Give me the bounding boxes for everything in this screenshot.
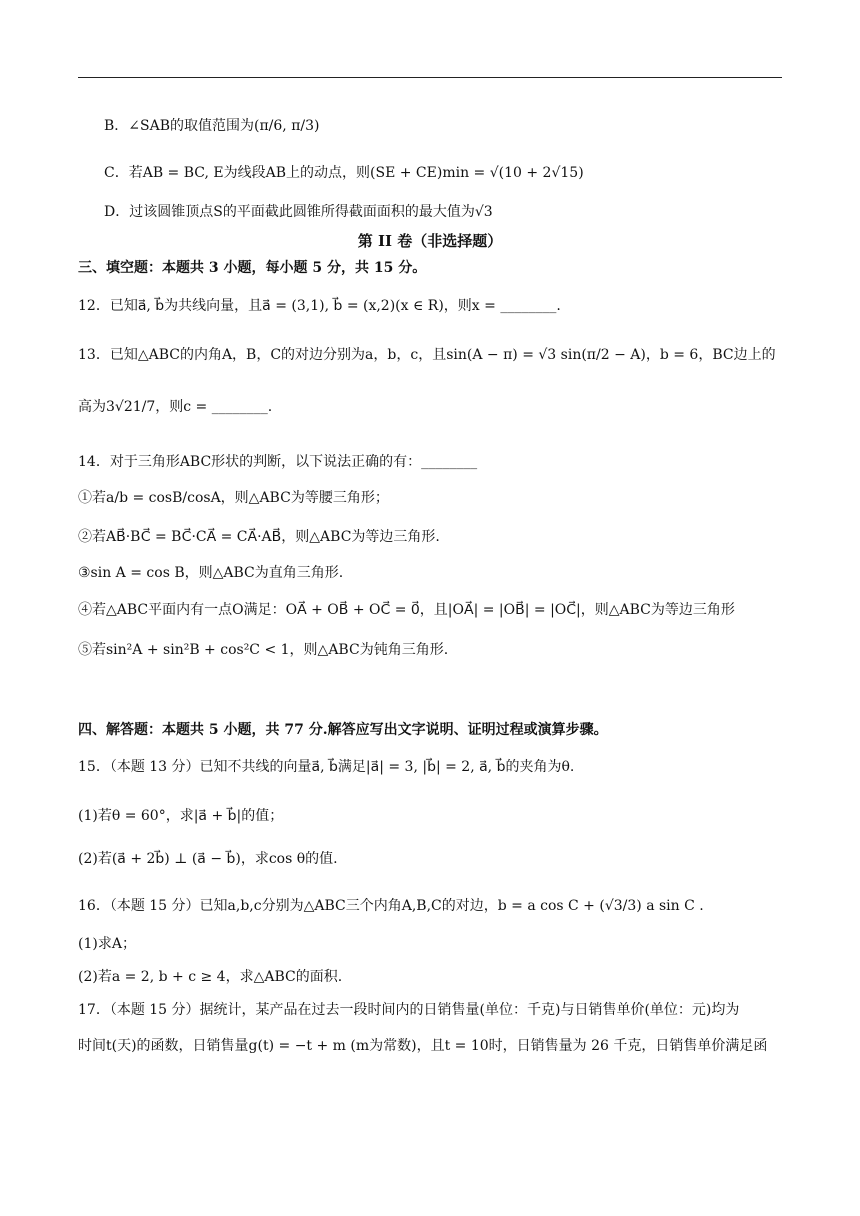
section4-title: 四、解答题：本题共 5 小题，共 77 分.解答应写出文字说明、证明过程或演算步骤。 xyxy=(78,722,608,738)
section3-title: 三、填空题：本题共 3 小题，每小题 5 分，共 15 分。 xyxy=(78,260,427,276)
question-14-item4: ④若△ABC平面内有一点O满足：OA⃗ + OB⃗ + OC⃗ = 0⃗，且|OA⃗| = |OB⃗| = |OC⃗|，则△ABC为等边三角形 xyxy=(78,602,735,618)
question-16-part2: (2)若a = 2, b + c ≥ 4，求△ABC的面积. xyxy=(78,969,343,985)
question-13-line2: 高为3√21/7，则c = ________. xyxy=(78,399,273,415)
question-17-line2: 时间t(天)的函数，日销售量g(t) = −t + m (m为常数)，且t = 10时，日销售量为 26 千克，日销售单价满足函 xyxy=(78,1038,768,1054)
question-13-line1: 13．已知△ABC的内角A，B，C的对边分别为a，b，c，且sin(A − π) = √3 sin(π/2 − A)，b = 6，BC边上的 xyxy=(78,347,776,363)
question-16: 16．（本题 15 分）已知a,b,c分别为△ABC三个内角A,B,C的对边，b = a cos C + (√3/3) a sin C . xyxy=(78,898,704,914)
part-title: 第 II 卷（非选择题） xyxy=(357,232,503,250)
option-d: D．过该圆锥顶点S的平面截此圆锥所得截面面积的最大值为√3 xyxy=(104,204,493,220)
question-14-item2: ②若AB⃗·BC⃗ = BC⃗·CA⃗ = CA⃗·AB⃗，则△ABC为等边三角形. xyxy=(78,529,440,545)
question-17-line1: 17．（本题 15 分）据统计，某产品在过去一段时间内的日销售量(单位：千克)与日销售单价(单位：元)均为 xyxy=(78,1002,740,1018)
question-14-item1: ①若a/b = cosB/cosA，则△ABC为等腰三角形； xyxy=(78,490,389,506)
option-b: B．∠SAB的取值范围为(π/6, π/3) xyxy=(104,118,320,134)
question-14-item5: ⑤若sin²A + sin²B + cos²C < 1，则△ABC为钝角三角形. xyxy=(78,642,449,658)
question-15-part1: (1)若θ = 60°，求|a⃗ + b⃗|的值； xyxy=(78,808,284,824)
question-16-part1: (1)求A； xyxy=(78,936,136,952)
question-15-part2: (2)若(a⃗ + 2b⃗) ⊥ (a⃗ − b⃗)，求cos θ的值. xyxy=(78,851,338,867)
option-c: C．若AB = BC, E为线段AB上的动点，则(SE + CE)min = √(10 + 2√15) xyxy=(104,165,584,181)
header-rule xyxy=(78,77,782,78)
question-14: 14．对于三角形ABC形状的判断，以下说法正确的有：________ xyxy=(78,454,478,470)
question-15: 15．（本题 13 分）已知不共线的向量a⃗, b⃗满足|a⃗| = 3, |b⃗| = 2, a⃗, b⃗的夹角为θ. xyxy=(78,759,575,775)
question-12: 12．已知a⃗, b⃗为共线向量，且a⃗ = (3,1), b⃗ = (x,2)(x ∈ R)，则x = ________. xyxy=(78,298,561,314)
question-14-item3: ③sin A = cos B，则△ABC为直角三角形. xyxy=(78,565,344,581)
